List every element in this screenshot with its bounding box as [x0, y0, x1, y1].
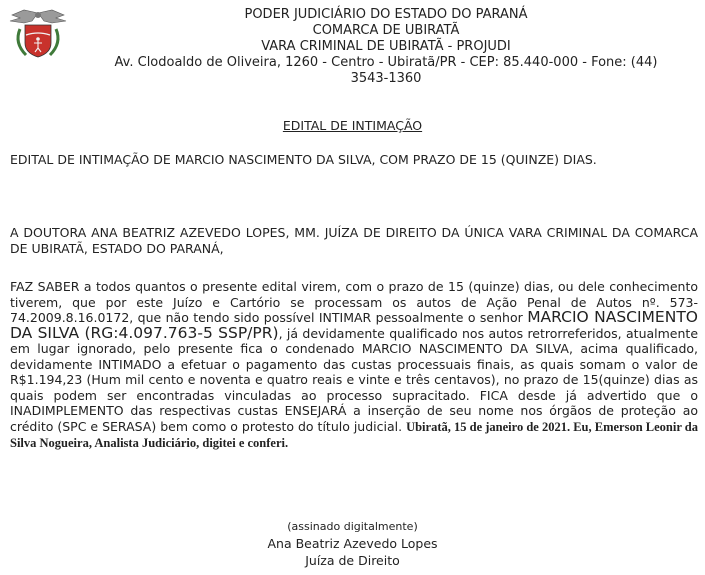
header-line-phone: 3543-1360 — [350, 71, 422, 86]
summons-paragraph — [10, 279, 698, 452]
closing-statement: Ubiratã, 15 de janeiro de 2021. Eu, Emerson Leonir da Silva Nogueira, Analista Judiciário, digitei e conferi. — [10, 419, 698, 450]
document-title: EDITAL DE INTIMAÇÃO — [282, 118, 423, 133]
signature-role: Juíza de Direito — [305, 553, 400, 568]
edital-lead: EDITAL DE INTIMAÇÃO DE MARCIO NASCIMENTO DA SILVA, COM PRAZO DE 15 (QUINZE) DIAS. — [10, 152, 597, 167]
header-line-division: VARA CRIMINAL DE UBIRATÃ - PROJUDI — [261, 39, 511, 54]
signature-block — [0, 518, 705, 569]
header-line-district: COMARCA DE UBIRATÃ — [312, 23, 460, 38]
coat-of-arms-icon — [4, 9, 72, 59]
judge-paragraph: A DOUTORA ANA BEATRIZ AZEVEDO LOPES, MM. JUÍZA DE DIREITO DA ÚNICA VARA CRIMINAL DA COMARCA DE UBIRATÃ, ESTADO DO PARANÁ, — [10, 225, 698, 256]
signature-name: Ana Beatriz Azevedo Lopes — [267, 536, 438, 551]
court-header — [76, 7, 696, 87]
signature-note: (assinado digitalmente) — [287, 520, 418, 533]
summons-text-body: , já devidamente qualificado nos autos retrorreferidos, atualmente em lugar ignorado, pelo presente fica o condenado MARCIO NASCIMENTO DA SILVA, acima qualificado, devidamente INTIMADO a efetuar o pagamento das custas processuais finais, as quais somam o valor de R$1.194,23 (Hum mil cento e noventa e quatro reais e vinte e três centavos), no prazo de 15(quinze) dias as quais podem ser encontradas vinculadas ao processo supracitado. FICA desde já advertido que o INADIMPLEMENTO das respectivas custas ENSEJARÁ a inserção de seu nome nos órgãos de proteção ao crédito (SPC e SERASA) bem como o protesto do título judicial. — [10, 325, 699, 434]
header-line-address: Av. Clodoaldo de Oliveira, 1260 - Centro - Ubiratã/PR - CEP: 85.440-000 - Fone: (44) — [114, 55, 658, 70]
header-line-court: PODER JUDICIÁRIO DO ESTADO DO PARANÁ — [244, 7, 528, 22]
summons-text-intro: FAZ SABER a todos quantos o presente edital virem, com o prazo de 15 (quinze) dias, ou dele conhecimento tiverem, que por este Juízo e Cartório se processam os autos de Ação Penal de Autos nº. 573-74.2009.8.16.0172, que não tendo sido possível INTIMAR pessoalmente o senhor — [10, 279, 698, 325]
defendant-name-highlight: MARCIO NASCIMENTO DA SILVA (RG:4.097.763-5 SSP/PR) — [10, 308, 698, 342]
